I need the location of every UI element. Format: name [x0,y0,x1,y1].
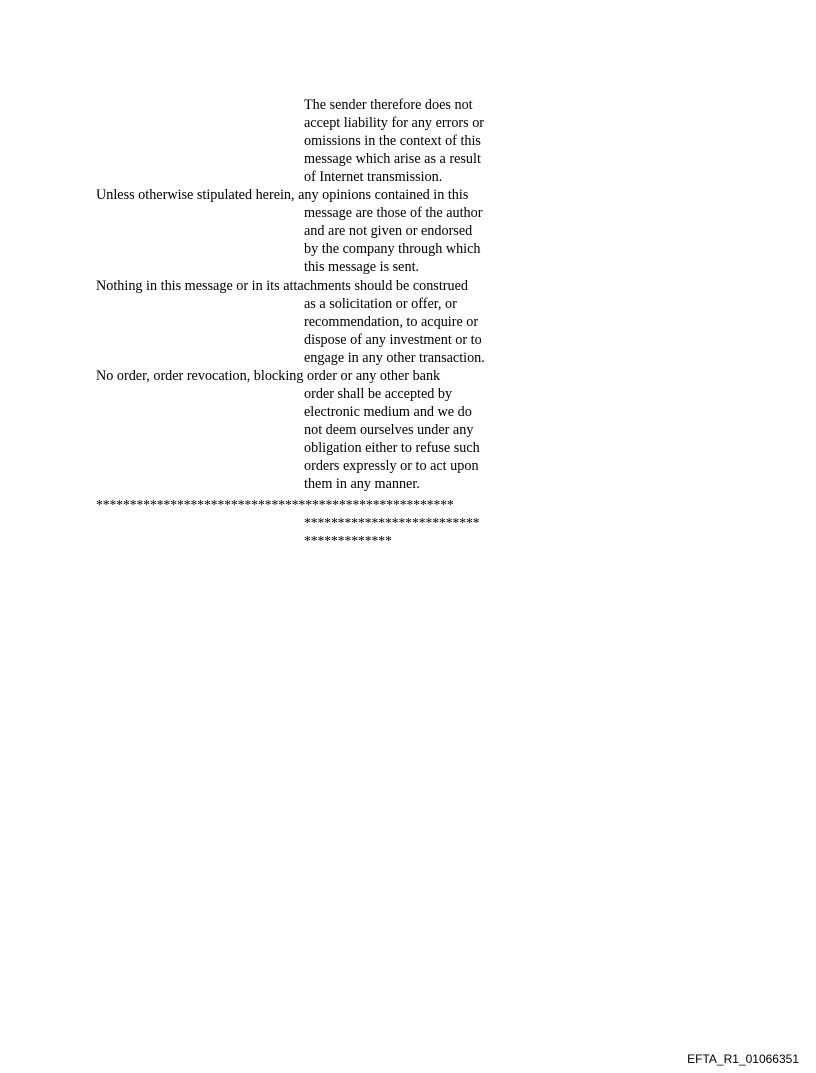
disclaimer-line: omissions in the context of this [304,133,481,149]
disclaimer-line: of Internet transmission. [304,169,443,185]
disclaimer-line: this message is sent. [304,259,420,275]
disclaimer-line: message which arise as a result [304,151,481,167]
disclaimer-line: as a solicitation or offer, or [304,296,457,312]
disclaimer-line: order shall be accepted by [304,386,453,402]
separator-stars: ************************** [304,515,480,530]
disclaimer-line: orders expressly or to act upon [304,458,479,474]
document-id: EFTA_R1_01066351 [687,1052,799,1066]
disclaimer-line: and are not given or endorsed [304,223,473,239]
disclaimer-line: message are those of the author [304,205,483,221]
disclaimer-line: Nothing in this message or in its attachments should be construed [96,278,468,294]
disclaimer-line: accept liability for any errors or [304,115,485,131]
disclaimer-line: electronic medium and we do [304,404,472,420]
disclaimer-line: dispose of any investment or to [304,332,482,348]
disclaimer-line: The sender therefore does not [304,97,473,113]
disclaimer-line: not deem ourselves under any [304,422,474,438]
disclaimer-line: obligation either to refuse such [304,440,480,456]
separator-stars: ************* [304,533,392,548]
separator-stars: ***************************************************** [96,497,454,512]
disclaimer-line: by the company through which [304,241,481,257]
disclaimer-line: recommendation, to acquire or [304,314,479,330]
disclaimer-line: engage in any other transaction. [304,350,485,366]
disclaimer-line: Unless otherwise stipulated herein, any opinions contained in this [96,187,469,203]
disclaimer-line: No order, order revocation, blocking order or any other bank [96,368,441,384]
disclaimer-line: them in any manner. [304,476,420,492]
